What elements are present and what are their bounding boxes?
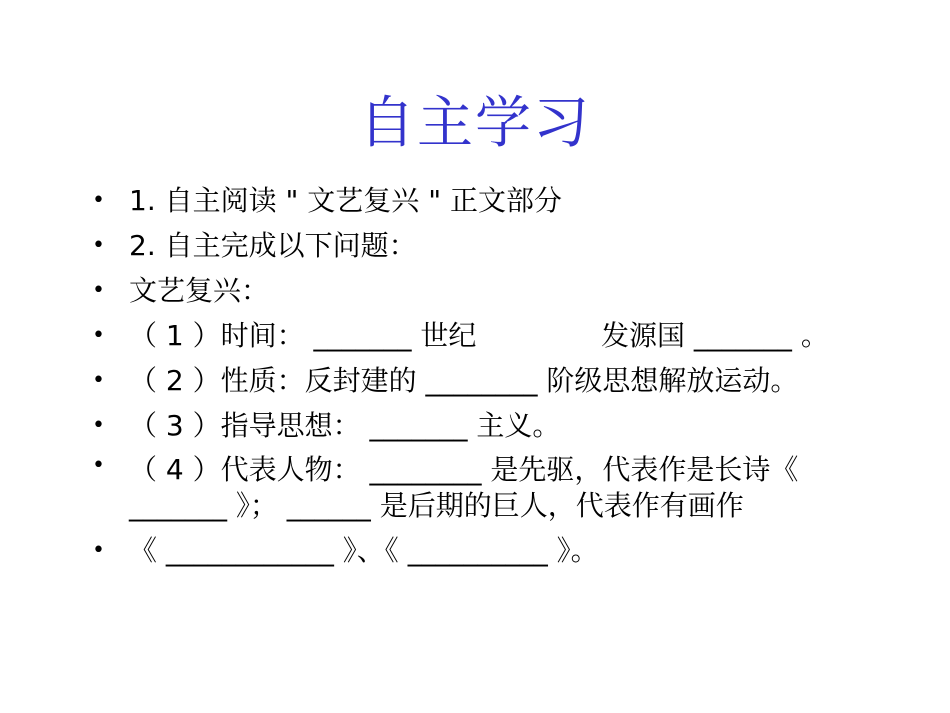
- bullet-item-6: [92, 403, 912, 448]
- bullet-icon: •: [92, 413, 105, 438]
- slide-title: 自主学习: [359, 91, 591, 156]
- bullet-item-2: [92, 223, 912, 268]
- bullet-icon: •: [92, 453, 105, 478]
- bullet-item-3: [92, 268, 912, 313]
- bullet-item-8: [92, 528, 912, 573]
- bullet-item-1: [92, 178, 912, 223]
- bullet-item-7: [92, 448, 849, 528]
- bullet-icon: •: [92, 278, 105, 303]
- bullet-text: 2. 自主完成以下问题：: [129, 229, 417, 262]
- bullet-text: （ 2 ）性质：反封建的 ________ 阶级思想解放运动。: [129, 364, 799, 397]
- bullet-text: 文艺复兴：: [129, 274, 270, 307]
- bullet-text: 《 ____________ 》、《 __________ 》。: [129, 534, 599, 567]
- bullet-icon: •: [92, 538, 105, 563]
- bullet-icon: •: [92, 323, 105, 348]
- bullet-icon: •: [92, 233, 105, 258]
- bullet-text: （ 3 ）指导思想： _______ 主义。: [129, 409, 561, 442]
- bullet-item-5: [92, 358, 912, 403]
- bullet-text: （ 4 ）代表人物： ________ 是先驱，代表作是长诗《 _______ 》； ______ 是后期的巨人，代表作有画作: [129, 453, 799, 522]
- bullet-list: [92, 178, 912, 573]
- bullet-text: （ 1 ）时间： _______ 世纪 发源国 _______ 。: [129, 319, 829, 352]
- bullet-icon: •: [92, 368, 105, 393]
- bullet-text: 1. 自主阅读 " 文艺复兴 " 正文部分: [129, 184, 562, 217]
- bullet-item-4: [92, 313, 912, 358]
- bullet-icon: •: [92, 188, 105, 213]
